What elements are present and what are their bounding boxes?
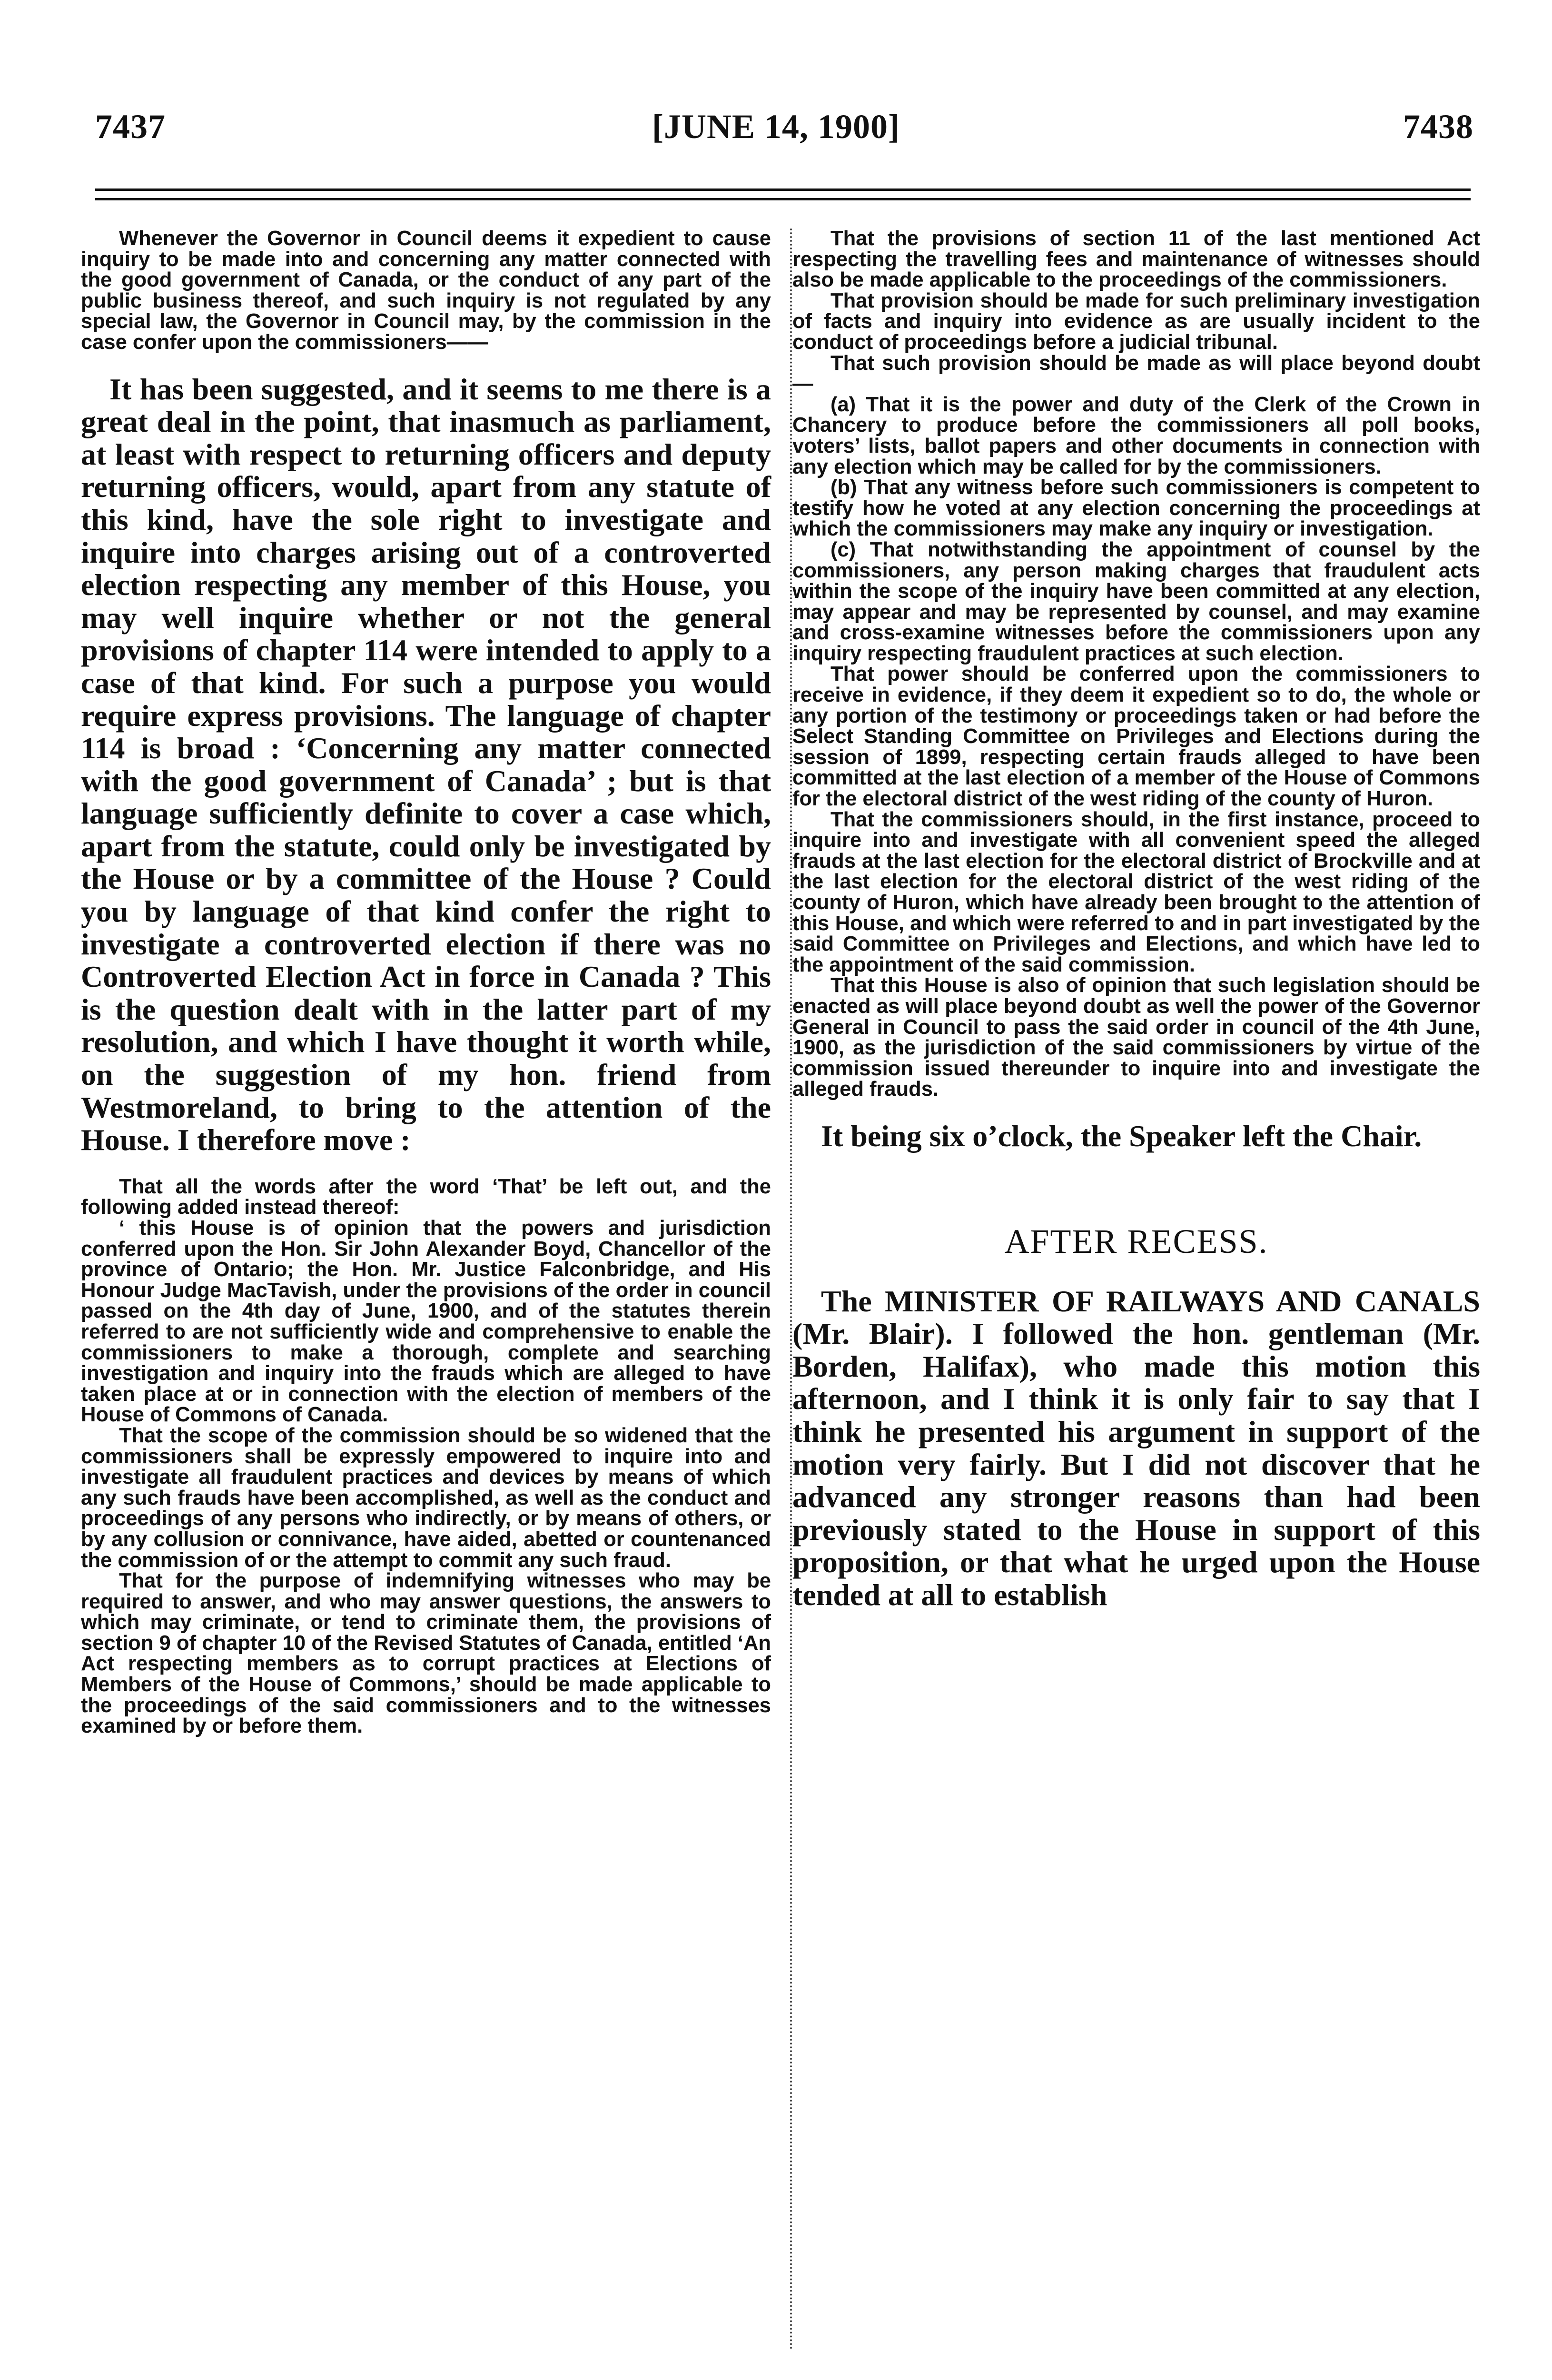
motion-clause-first-instance bbox=[792, 810, 1480, 976]
speech-paragraph-text: It has been suggested, and it seems to me there is a great deal in the point, that inasmuch as parliament, at least with respect to returning officers and deputy returning officers, would, apart from any statute of this kind, have the sole right to investigate and inquire into charges arising out of a controverted election respecting any member of this House, you may well inquire whether or not the general provisions of chapter 114 were intended to apply to a case of that kind. For such a purpose you would require express provisions. The language of chapter 114 is broad : ‘Concerning any matter connected with the good government of Canada’ ; but is that language sufficiently definite to cover a case which, apart from the statute, could only be investigated by the House or by a committee of the House ? Could you by language of that kind confer the right to investigate a controverted election if there was no Controverted Election Act in force in Canada ? This is the question dealt with in the latter part of my resolution, and which I have thought it worth while, on the suggestion of my hon. friend from Westmoreland, to bring to the attention of the House. I therefore move : bbox=[81, 372, 771, 1157]
motion-intro bbox=[81, 1177, 771, 1218]
motion-clause-preliminary-text: That provision should be made for such preliminary investigation of facts and inquiry into evidence as are usually incident to the conduct of proceedings before a judicial tribunal. bbox=[792, 289, 1480, 354]
column-divider bbox=[790, 228, 792, 2351]
six-oclock-note bbox=[792, 1120, 1480, 1153]
motion-clause-preliminary bbox=[792, 291, 1480, 353]
motion-clause-powers-text: ‘ this House is of opinion that the powers and jurisdiction conferred upon the Hon. Sir John Alexander Boyd, Chancellor of the province of Ontario; the Hon. Mr. Justice Falconbridge, and His Honour Judge MacTavish, under the provisions of the order in council passed on the 4th day of June, 1900, and of the statutes therein referred to are not sufficiently wide and comprehensive to enable the commissioners to make a thorough, complete and searching investigation and inquiry into the frauds which are alleged to have taken place at or in connection with the election of members of the House of Commons of Canada. bbox=[81, 1217, 771, 1427]
motion-clause-c bbox=[792, 540, 1480, 664]
motion-clause-evidence-text: That power should be conferred upon the commissioners to receive in evidence, if they deem it expedient so to do, the whole or any portion of the testimony or proceedings taken or had before the Select Standing Committee on Privileges and Elections during the session of 1899, respecting certain frauds alleged to have been committed at the last election of a member of the House of Commons for the electoral district of the west riding of the county of Huron. bbox=[792, 663, 1480, 811]
header-rule-top bbox=[95, 188, 1471, 191]
motion-clause-scope bbox=[81, 1426, 771, 1571]
left-column bbox=[81, 228, 771, 1737]
section-heading: AFTER RECESS. bbox=[1004, 1222, 1268, 1260]
motion-clause-a bbox=[792, 395, 1480, 477]
right-page-number: 7438 bbox=[1403, 108, 1473, 146]
motion-clause-first-instance-text: That the commissioners should, in the first instance, proceed to inquire into and investigate with all convenient speed the alleged frauds at the last election for the electoral district of Brockville and at the last election for the electoral district of the west riding of the county of Huron, which have already been brought to the attention of this House, and which were referred to and in part investigated by the said Committee on Privileges and Elections, and which have led to the appointment of the said commission. bbox=[792, 808, 1480, 976]
motion-clause-c-text: (c) That notwithstanding the appointment of counsel by the commissioners, any person making charges that fraudulent acts within the scope of the inquiry have been committed at any election, may appear and may be represented by counsel, and may examine and cross-examine witnesses before the commissioners upon any inquiry respecting fraudulent practices at such election. bbox=[792, 538, 1480, 665]
motion-clause-fees bbox=[792, 228, 1480, 291]
speech-blair-text: The MINISTER OF RAILWAYS AND CANALS (Mr. Blair). I followed the hon. gentleman (Mr. Borden, Halifax), who made this motion this afternoon, and I think it is only fair to say that I think he presented his argument in support of the motion very fairly. But I did not discover that he advanced any stronger reasons than had been previously stated to the House in support of this proposition, or that what he urged upon the House tended at all to establish bbox=[792, 1284, 1480, 1612]
motion-clause-powers bbox=[81, 1218, 771, 1426]
motion-intro-text: That all the words after the word ‘That’ be left out, and the following added instead thereof: bbox=[81, 1175, 771, 1219]
header-rule-bottom bbox=[95, 198, 1471, 200]
left-page-number: 7437 bbox=[95, 108, 166, 146]
page-header bbox=[0, 0, 1552, 157]
six-oclock-note-text: It being six o’clock, the Speaker left the Chair. bbox=[821, 1119, 1422, 1153]
motion-clause-scope-text: That the scope of the commission should be so widened that the commissioners shall be expressly empowered to inquire into and investigate all fraudulent practices and devices by means of which any such frauds have been accomplished, as well as the conduct and proceedings of any persons who indirectly, or by means of others, or by any collusion or connivance, have aided, abetted or countenanced the commission of or the attempt to commit any such fraud. bbox=[81, 1424, 771, 1572]
motion-clause-evidence bbox=[792, 664, 1480, 809]
statute-quote bbox=[81, 228, 771, 353]
motion-clause-a-text: (a) That it is the power and duty of the Clerk of the Crown in Chancery to produce before the commissioners all poll books, voters’ lists, ballot papers and other documents in connection with any election which may be called for by the commissioners. bbox=[792, 393, 1480, 478]
motion-clause-legislation-text: That this House is also of opinion that such legislation should be enacted as will place beyond doubt as well the power of the Governor General in Council to pass the said order in council of the 4th June, 1900, as the jurisdiction of the said commissioners by virtue of the commission issued thereunder to inquire into and investigate the alleged frauds. bbox=[792, 974, 1480, 1101]
motion-clause-provision bbox=[792, 353, 1480, 395]
page-date: [JUNE 14, 1900] bbox=[652, 108, 900, 146]
motion-clause-fees-text: That the provisions of section 11 of the last mentioned Act respecting the travelling fees and maintenance of witnesses should also be made applicable to the proceedings of the commissioners. bbox=[792, 227, 1480, 292]
motion-clause-indemnity-text: That for the purpose of indemnifying witnesses who may be required to answer, and who may answer questions, the answers to which may criminate, or tend to criminate them, the provisions of section 9 of chapter 10 of the Revised Statutes of Canada, entitled ‘An Act respecting members as to corrupt practices at Elections of Members of the House of Commons,’ should be made applicable to the proceedings of the said commissioners and to the witnesses examined by or before them. bbox=[81, 1569, 771, 1738]
motion-clause-legislation bbox=[792, 975, 1480, 1100]
speech-paragraph bbox=[81, 373, 771, 1157]
speech-blair bbox=[792, 1285, 1480, 1612]
right-column bbox=[792, 228, 1480, 1611]
motion-clause-provision-text: That such provision should be made as will place beyond doubt— bbox=[792, 351, 1480, 396]
statute-quote-text: Whenever the Governor in Council deems it expedient to cause inquiry to be made into and concerning any matter connected with the good government of Canada, or the conduct of any part of the public business thereof, and such inquiry is not regulated by any special law, the Governor in Council may, by the commission in the case confer upon the commissioners—— bbox=[81, 227, 771, 354]
motion-clause-b-text: (b) That any witness before such commissioners is competent to testify how he voted at any election concerning the proceedings at which the commissioners may make any inquiry or investigation. bbox=[792, 476, 1480, 541]
motion-clause-b bbox=[792, 477, 1480, 540]
motion-clause-indemnity bbox=[81, 1571, 771, 1737]
